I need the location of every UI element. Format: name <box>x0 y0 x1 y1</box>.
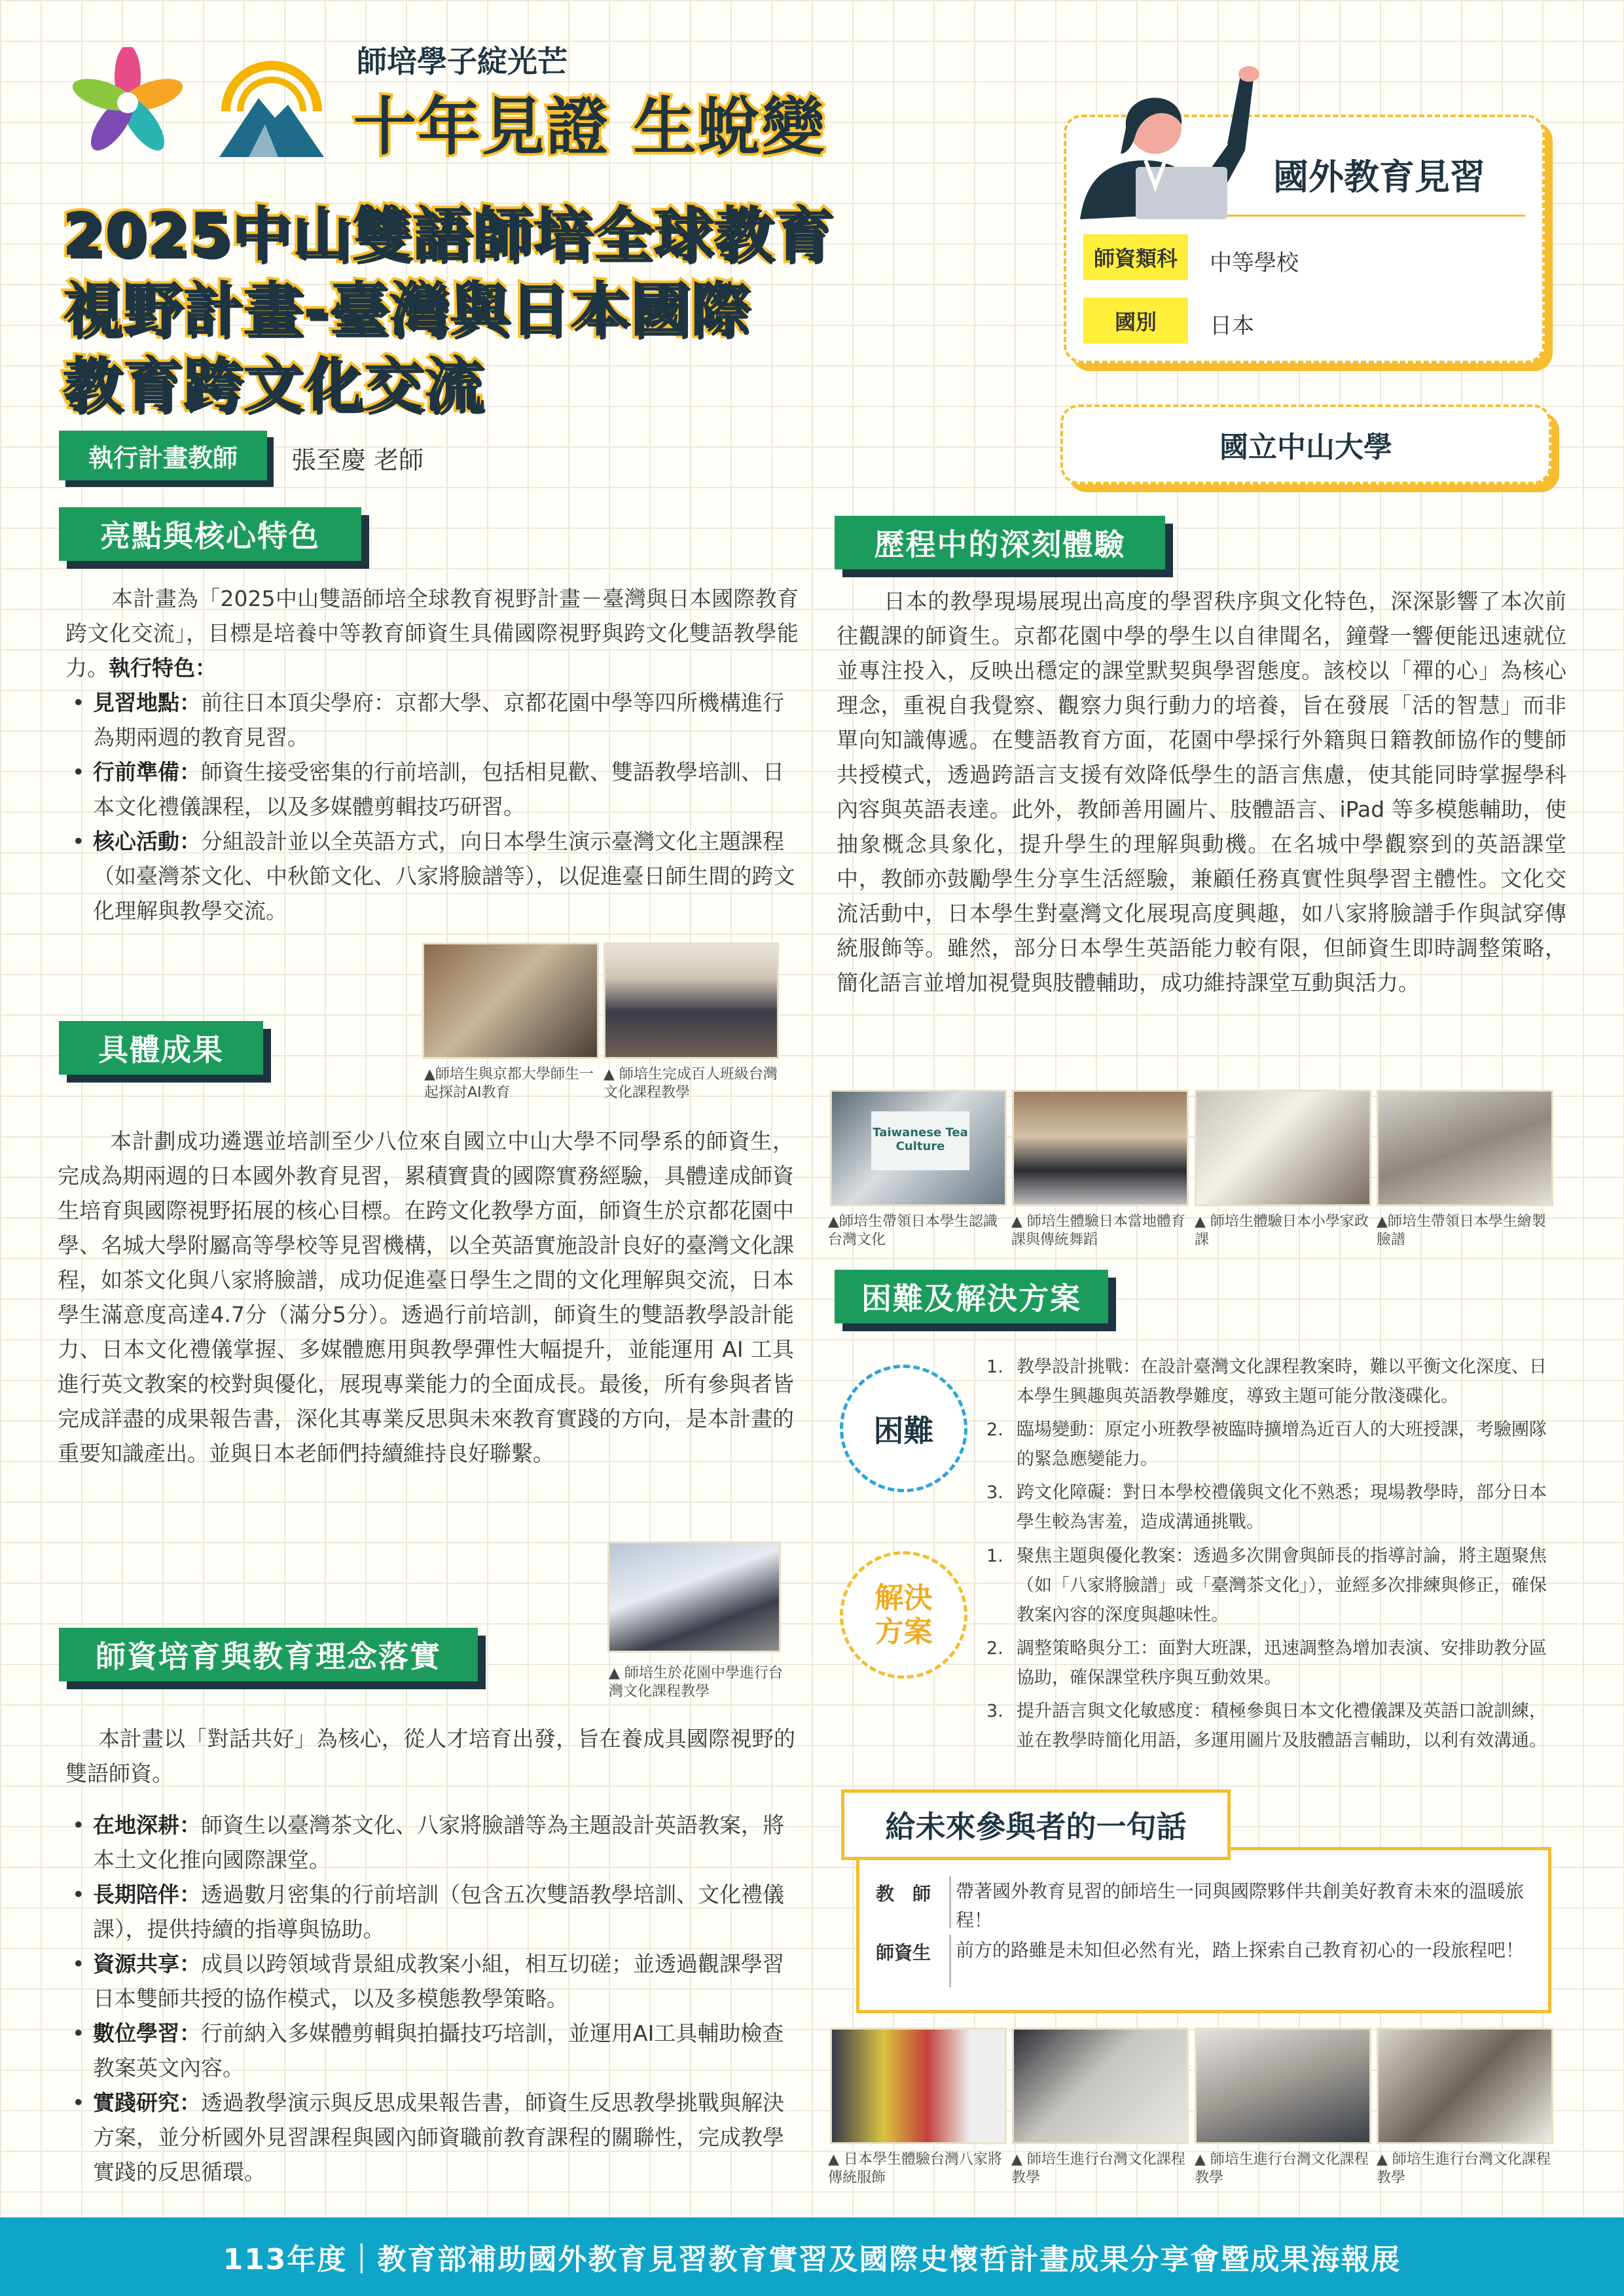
experience-text: 日本的教學現場展現出高度的學習秩序與文化特色，深深影響了本次前往觀課的師資生。京都花園中學的學生以自律聞名，鐘聲一響便能迅速就位並專注投入，反映出穩定的課堂默契與學習態度。該校以「禪的心」為核心理念，重視自我覺察、觀察力與行動力的培養，旨在發展「活的智慧」而非單向知識傳遞。在雙語教育方面，花園中學採行外籍與日籍教師協作的雙師共授模式，透過跨語言支援有效降低學生的語言焦慮，使其能同時掌握學科內容與英語表達。此外，教師善用圖片、肢體語言、iPad 等多模態輔助，使抽象概念具象化，提升學生的理解與動機。在名城中學觀察到的英語課堂中，教師亦鼓勵學生分享生活經驗，兼顧任務真實性與學習主體性。文化交流活動中，日本學生對臺灣文化展現高度興趣，如八家將臉譜手作與試穿傳統服飾等。雖然，部分日本學生英語能力較有限，但師資生即時調整策略，簡化語言並增加視覺與肢體輔助，成功維持課堂互動與活力。 <box>837 588 1566 996</box>
problem-text: 臨場變動：原定小班教學被臨時擴增為近百人的大班授課，考驗團隊的緊急應變能力。 <box>1017 1420 1547 1469</box>
experience-heading: 歷程中的深刻體驗 <box>835 516 1165 569</box>
photo-class-teaching-3 <box>1377 2028 1553 2144</box>
training-key: 實踐研究： <box>93 2090 201 2115</box>
training-key: 數位學習： <box>93 2020 201 2046</box>
solution-number: 1. <box>986 1546 1003 1566</box>
message-who-teacher: 教 師 <box>876 1883 931 1905</box>
solution-text: 聚焦主題與優化教案：透過多次開會與師長的指導討論，將主題聚焦（如「八家將臉譜」或「臺灣茶文化」），並經多次排練與修正，確保教案內容的深度與趣味性。 <box>1017 1546 1547 1625</box>
problem-item <box>986 1352 1559 1411</box>
category-value: 中等學校 <box>1210 250 1299 276</box>
series-small-title: 師培學子綻光芒 <box>357 44 568 79</box>
highlights-list <box>65 685 799 928</box>
solution-badge <box>840 1551 967 1679</box>
caption-class-teaching-2: ▲ 師培生進行台灣文化課程教學 <box>1195 2151 1369 2186</box>
teacher-illustration-icon <box>1074 62 1270 226</box>
highlight-text: 前往日本頂尖學府：京都大學、京都花園中學等四所機構進行為期兩週的教育見習。 <box>93 690 784 750</box>
caption-traditional-costume: ▲ 日本學生體驗台灣八家將傳統服飾 <box>828 2151 1002 2186</box>
photo-class-teaching-2 <box>1195 2028 1371 2144</box>
results-text: 本計劃成功遴選並培訓至少八位來自國立中山大學不同學系的師資生，完成為期兩週的日本國外教育見習，累積寶貴的國際實務經驗，具體達成師資生培育與國際視野拓展的核心目標。在跨文化教學方面，師資生於京都花園中學、名城大學附屬高等學校等見習機構，以全英語實施設計良好的臺灣文化課程，如茶文化與八家將臉譜，成功促進臺日學生之間的文化理解與交流，日本學生滿意度高達4.7分（滿分5分）。透過行前培訓，師資生的雙語教學設計能力、日本文化禮儀掌握、多媒體應用與教學彈性大幅提升，並能運用 AI 工具進行英文教案的校對與優化，展現專業能力的全面成長。最後，所有參與者皆完成詳盡的成果報告書，深化其專業反思與未來教育實踐的方向，是本計畫的重要知識產出。並與日本老師們持續維持良好聯繫。 <box>58 1128 794 1466</box>
training-list <box>65 1808 795 2189</box>
training-key: 資源共享： <box>93 1951 201 1977</box>
training-key: 在地深耕： <box>93 1812 201 1838</box>
caption-hanazono-class: ▲ 師培生於花園中學進行台灣文化課程教學 <box>609 1665 783 1700</box>
country-value: 日本 <box>1210 313 1254 339</box>
caption-class-teaching-1: ▲ 師培生進行台灣文化課程教學 <box>1011 2151 1185 2186</box>
highlight-text: 分組設計並以全英語方式，向日本學生演示臺灣文化主題課程（如臺灣茶文化、中秋節文化、八家將臉譜等），以促進臺日師生間的跨文化理解與教學交流。 <box>93 829 795 924</box>
solution-label-2: 方案 <box>875 1615 933 1649</box>
teacher-label: 執行計畫教師 <box>59 431 267 480</box>
training-text: 透過數月密集的行前培訓（包含五次雙語教學培訓、文化禮儀課），提供持續的指導與協助。 <box>93 1882 784 1942</box>
photo-class-teaching-1 <box>1012 2028 1189 2144</box>
difficulties-heading: 困難及解決方案 <box>835 1270 1108 1323</box>
training-heading: 師資培育與教育理念落實 <box>59 1628 478 1681</box>
main-title-line-3: 教育跨文化交流 <box>62 351 484 420</box>
problem-item <box>986 1415 1559 1474</box>
caption-kyoto-university: ▲師培生與京都大學師生一起探討AI教育 <box>424 1066 594 1101</box>
caption-taiwan-culture: ▲師培生帶領日本學生認識台灣文化 <box>828 1213 998 1248</box>
highlights-intro <box>65 581 799 685</box>
problem-list <box>986 1352 1559 1541</box>
photo-kyoto-university <box>422 942 599 1059</box>
photo-face-painting <box>1377 1090 1553 1206</box>
solution-label-1: 解決 <box>875 1581 933 1615</box>
highlight-key: 行前準備： <box>93 759 201 785</box>
training-item <box>65 1946 795 2016</box>
solution-list <box>986 1541 1559 1759</box>
training-intro: 本計畫以「對話共好」為核心，從人才培育出發，旨在養成具國際視野的雙語師資。 <box>65 1726 795 1786</box>
main-title-line-2: 視野計畫-臺灣與日本國際 <box>62 276 751 344</box>
training-text: 行前納入多媒體剪輯與拍攝技巧培訓，並運用AI工具輔助檢查教案英文內容。 <box>93 2020 784 2081</box>
category-key: 師資類科 <box>1083 234 1188 280</box>
training-text: 成員以跨領域背景組成教案小組，相互切磋；並透過觀課學習日本雙師共授的協作模式，以及多模態教學策略。 <box>93 1951 784 2011</box>
highlights-intro-text: 本計畫為「2025中山雙語師培全球教育視野計畫－臺灣與日本國際教育跨文化交流」，目標是培養中等教育師資生具備國際視野與跨文化雙語教學能力。 <box>65 586 799 681</box>
training-text: 透過教學演示與反思成果報告書，師資生反思教學挑戰與解決方案，並分析國外見習課程與國內師資職前教育課程的關聯性，完成教學實踐的反思循環。 <box>93 2090 784 2185</box>
training-item <box>65 1808 795 1877</box>
highlight-item <box>65 824 799 928</box>
message-divider <box>949 1876 951 1928</box>
series-big-title: 十年見證 生蛻變 <box>353 90 826 164</box>
mountain-sun-logo-icon <box>213 46 331 164</box>
solution-number: 2. <box>986 1638 1003 1659</box>
solution-item <box>986 1541 1559 1630</box>
training-text: 師資生以臺灣茶文化、八家將臉譜等為主題設計英語教案，將本土文化推向國際課堂。 <box>93 1812 784 1873</box>
highlight-item <box>65 685 799 755</box>
training-item <box>65 2016 795 2085</box>
flower-logo-icon <box>65 47 190 158</box>
problem-number: 2. <box>986 1420 1003 1440</box>
caption-pe-dance: ▲ 師培生體驗日本當地體育課與傳統舞蹈 <box>1011 1213 1185 1248</box>
message-divider <box>949 1935 951 1987</box>
training-item <box>65 2085 795 2189</box>
solution-number: 3. <box>986 1701 1003 1721</box>
highlights-heading: 亮點與核心特色 <box>59 507 361 561</box>
photo-pe-dance <box>1012 1090 1189 1206</box>
problem-item <box>986 1478 1559 1537</box>
problem-text: 教學設計挑戰：在設計臺灣文化課程教案時，難以平衡文化深度、日本學生興趣與英語教學難度，導致主題可能分散淺碟化。 <box>1017 1357 1547 1407</box>
highlight-key: 核心活動： <box>93 829 201 854</box>
teacher-name: 張至慶 老師 <box>291 446 424 475</box>
solution-item <box>986 1696 1559 1755</box>
problem-text: 跨文化障礙：對日本學校禮儀與文化不熟悉；現場教學時，部分日本學生較為害羞，造成溝通挑戰。 <box>1017 1482 1547 1532</box>
caption-face-painting: ▲師培生帶領日本學生繪製臉譜 <box>1377 1213 1546 1248</box>
photo-hundred-class <box>604 942 779 1059</box>
photo-traditional-costume <box>830 2028 1007 2144</box>
photo-home-economics <box>1195 1090 1371 1206</box>
solution-item <box>986 1634 1559 1693</box>
message-who-student: 師資生 <box>876 1942 931 1964</box>
highlight-text: 師資生接受密集的行前培訓，包括相見歡、雙語教學培訓、日本文化禮儀課程，以及多媒體剪輯技巧研習。 <box>93 759 784 819</box>
solution-text: 調整策略與分工：面對大班課，迅速調整為增加表演、安排助教分區協助，確保課堂秩序與互動效果。 <box>1017 1638 1547 1688</box>
caption-home-economics: ▲ 師培生體驗日本小學家政課 <box>1195 1213 1369 1248</box>
footer-banner: 113年度｜教育部補助國外教育見習教育實習及國際史懷哲計畫成果分享會暨成果海報展 <box>0 2217 1624 2296</box>
message-text-teacher: 帶著國外教育見習的師培生一同與國際夥伴共創美好教育未來的溫暖旅程！ <box>956 1880 1525 1931</box>
info-card-title: 國外教育見習 <box>1273 156 1485 198</box>
training-item <box>65 1877 795 1946</box>
caption-hundred-class: ▲ 師培生完成百人班級台灣文化課程教學 <box>604 1066 778 1101</box>
message-heading: 給未來參與者的一句話 <box>841 1789 1231 1860</box>
photo-hanazono-class <box>607 1541 781 1653</box>
problem-number: 3. <box>986 1482 1003 1503</box>
highlights-intro-bold: 執行特色： <box>109 655 217 681</box>
main-title-line-1: 2025中山雙語師培全球教育 <box>62 200 834 269</box>
university-name: 國立中山大學 <box>1060 404 1551 484</box>
slide-title: Taiwanese Tea Culture <box>871 1111 969 1170</box>
caption-class-teaching-3: ▲ 師培生進行台灣文化課程教學 <box>1377 2151 1551 2186</box>
results-heading: 具體成果 <box>59 1021 263 1075</box>
country-key: 國別 <box>1083 298 1188 344</box>
solution-text: 提升語言與文化敏感度：積極參與日本文化禮儀課及英語口說訓練，並在教學時簡化用語，多運用圖片及肢體語言輔助，以利有效溝通。 <box>1017 1701 1547 1751</box>
photo-taiwan-culture <box>830 1090 1007 1206</box>
training-key: 長期陪伴： <box>93 1882 201 1907</box>
problem-number: 1. <box>986 1357 1003 1377</box>
highlight-key: 見習地點： <box>93 690 201 715</box>
highlight-item <box>65 755 799 824</box>
difficulty-badge: 困難 <box>840 1365 967 1492</box>
message-text-student: 前方的路雖是未知但必然有光，踏上探索自己教育初心的一段旅程吧！ <box>956 1939 1525 1961</box>
